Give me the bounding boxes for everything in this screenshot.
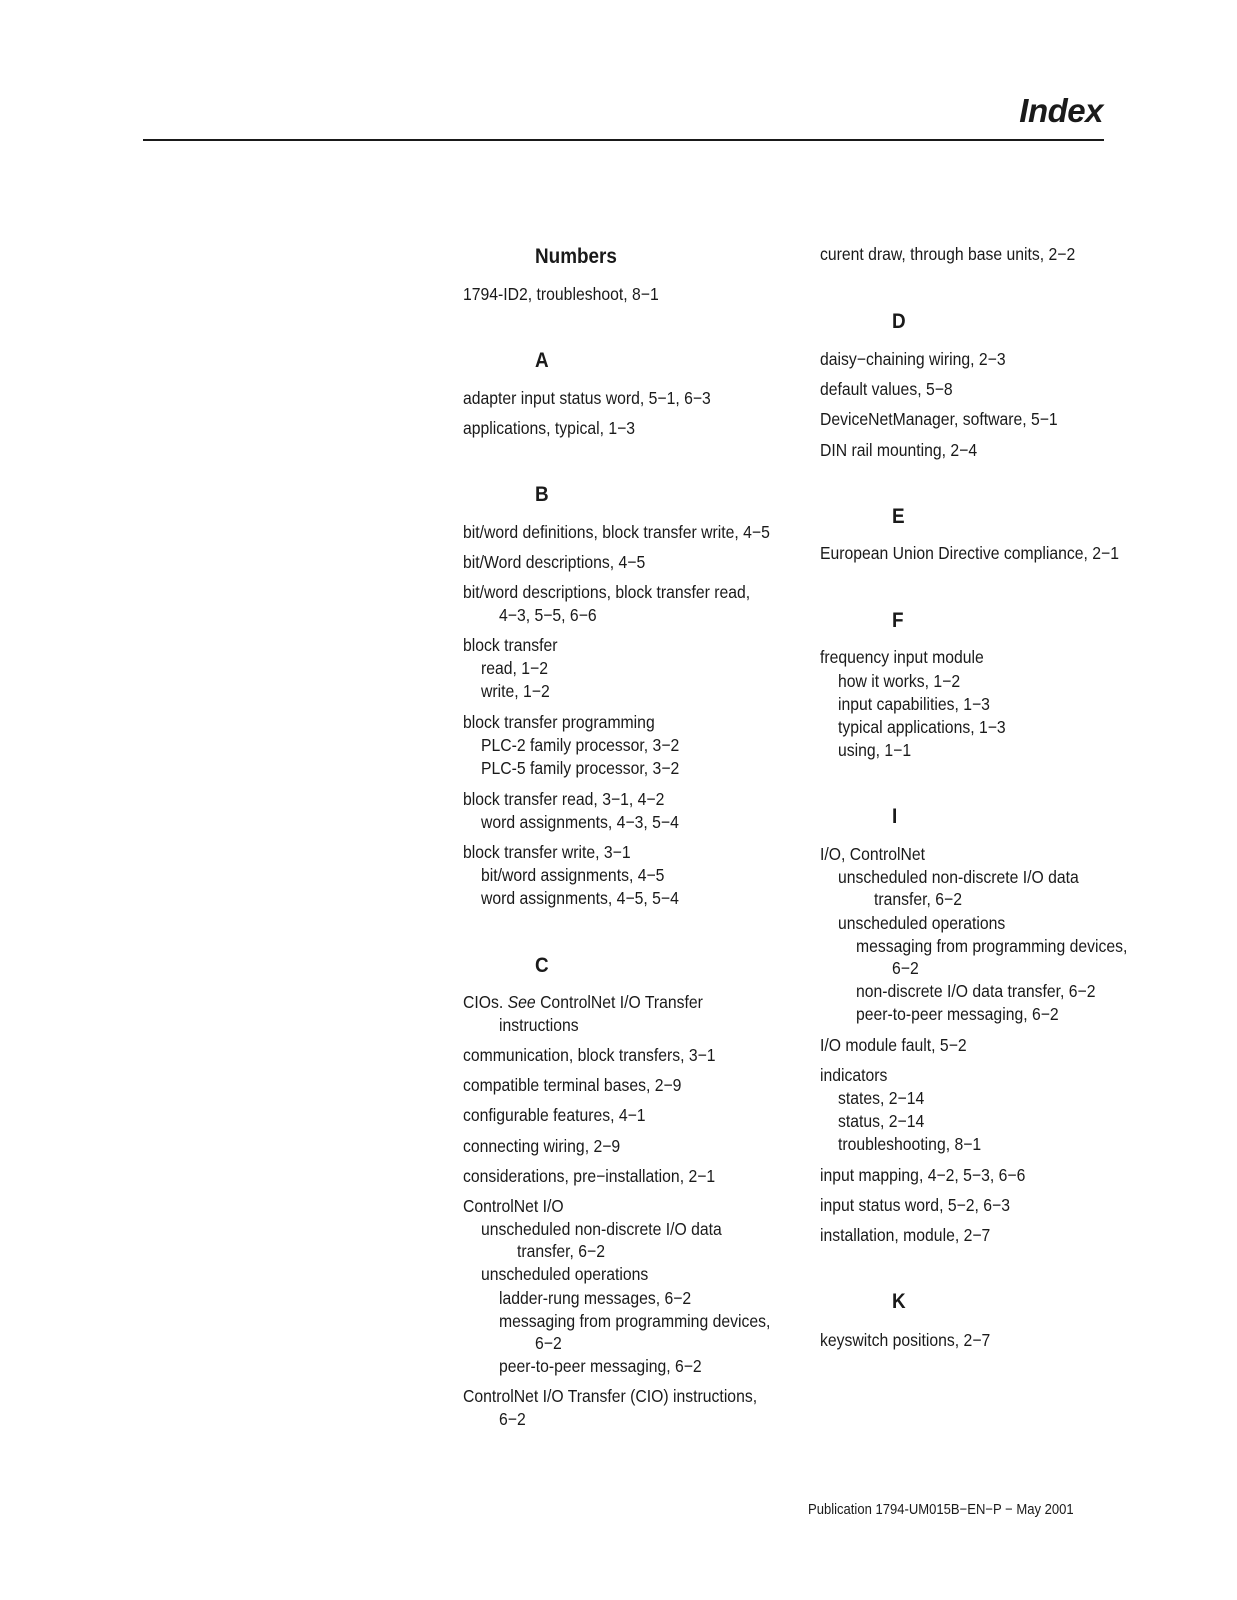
index-entry-continuation: 6−2	[499, 1409, 526, 1429]
index-entry: bit/Word descriptions, 4−5	[463, 552, 646, 572]
publication-footer: Publication 1794-UM015B−EN−P − May 2001	[808, 1502, 1074, 1518]
index-entry: indicators	[820, 1065, 888, 1085]
index-subentry: status, 2−14	[838, 1111, 925, 1131]
index-entry: curent draw, through base units, 2−2	[820, 244, 1076, 264]
index-subentry: PLC-2 family processor, 3−2	[481, 735, 680, 755]
section-heading: B	[535, 483, 549, 506]
see-reference: See	[507, 992, 536, 1012]
index-subentry: word assignments, 4−3, 5−4	[481, 812, 679, 832]
index-entry: keyswitch positions, 2−7	[820, 1330, 991, 1350]
index-entry: block transfer	[463, 635, 558, 655]
index-subentry: states, 2−14	[838, 1088, 925, 1108]
index-entry: ControlNet I/O Transfer (CIO) instructions,	[463, 1386, 758, 1406]
section-heading: I	[892, 805, 898, 828]
index-subentry: using, 1−1	[838, 740, 912, 760]
section-heading: K	[892, 1290, 906, 1313]
index-subsubentry: messaging from programming devices,	[499, 1311, 771, 1331]
entry-term: CIOs.	[463, 992, 504, 1012]
index-entry: bit/word descriptions, block transfer read,	[463, 582, 751, 602]
index-entry: block transfer write, 3−1	[463, 842, 631, 862]
index-entry: European Union Directive compliance, 2−1	[820, 543, 1119, 563]
section-heading: A	[535, 349, 549, 372]
index-entry: configurable features, 4−1	[463, 1105, 646, 1125]
index-subentry: unscheduled operations	[838, 913, 1006, 933]
index-subsubentry: peer-to-peer messaging, 6−2	[499, 1356, 702, 1376]
index-subentry: PLC-5 family processor, 3−2	[481, 758, 680, 778]
index-entry-continuation: 4−3, 5−5, 6−6	[499, 605, 597, 625]
index-entry: default values, 5−8	[820, 379, 953, 399]
section-heading: E	[892, 505, 905, 528]
index-subentry: typical applications, 1−3	[838, 717, 1006, 737]
index-subentry: input capabilities, 1−3	[838, 694, 990, 714]
index-subentry: word assignments, 4−5, 5−4	[481, 888, 679, 908]
index-entry: DIN rail mounting, 2−4	[820, 440, 978, 460]
index-subentry: bit/word assignments, 4−5	[481, 865, 665, 885]
index-entry: bit/word definitions, block transfer write, 4−5	[463, 522, 770, 542]
index-entry: input status word, 5−2, 6−3	[820, 1195, 1011, 1215]
index-entry: considerations, pre−installation, 2−1	[463, 1166, 716, 1186]
section-heading: C	[535, 954, 549, 977]
index-subentry: write, 1−2	[481, 681, 550, 701]
section-heading: F	[892, 609, 904, 632]
index-entry: connecting wiring, 2−9	[463, 1136, 621, 1156]
index-entry: installation, module, 2−7	[820, 1225, 991, 1245]
index-subentry: unscheduled non-discrete I/O data	[838, 867, 1079, 887]
index-entry-continuation: transfer, 6−2	[874, 889, 963, 909]
index-entry-continuation: transfer, 6−2	[517, 1241, 606, 1261]
index-subentry: read, 1−2	[481, 658, 548, 678]
index-entry: DeviceNetManager, software, 5−1	[820, 409, 1058, 429]
index-entry: 1794-ID2, troubleshoot, 8−1	[463, 284, 659, 304]
index-subentry: troubleshooting, 8−1	[838, 1134, 982, 1154]
index-entry-continuation: 6−2	[892, 958, 919, 978]
index-entry: ControlNet I/O	[463, 1196, 564, 1216]
index-entry: input mapping, 4−2, 5−3, 6−6	[820, 1165, 1026, 1185]
index-entry: communication, block transfers, 3−1	[463, 1045, 716, 1065]
index-entry-continuation: instructions	[499, 1015, 579, 1035]
index-subentry: unscheduled operations	[481, 1264, 649, 1284]
index-entry: block transfer programming	[463, 712, 655, 732]
index-entry	[463, 991, 703, 1014]
index-entry: compatible terminal bases, 2−9	[463, 1075, 682, 1095]
index-subentry: unscheduled non-discrete I/O data	[481, 1219, 722, 1239]
section-heading: D	[892, 310, 906, 333]
entry-target: ControlNet I/O Transfer	[540, 992, 703, 1012]
index-entry-continuation: 6−2	[535, 1333, 562, 1353]
index-subentry: how it works, 1−2	[838, 671, 961, 691]
index-subsubentry: ladder-rung messages, 6−2	[499, 1288, 692, 1308]
index-entry: I/O, ControlNet	[820, 844, 926, 864]
section-heading: Numbers	[535, 245, 617, 268]
title-rule	[143, 139, 1104, 141]
page-title: Index	[1019, 92, 1103, 129]
index-entry: daisy−chaining wiring, 2−3	[820, 349, 1006, 369]
index-entry: applications, typical, 1−3	[463, 418, 636, 438]
index-subsubentry: non-discrete I/O data transfer, 6−2	[856, 981, 1096, 1001]
index-entry: I/O module fault, 5−2	[820, 1035, 967, 1055]
index-entry: adapter input status word, 5−1, 6−3	[463, 388, 711, 408]
index-entry: frequency input module	[820, 647, 984, 667]
index-subsubentry: peer-to-peer messaging, 6−2	[856, 1004, 1059, 1024]
index-subsubentry: messaging from programming devices,	[856, 936, 1128, 956]
index-entry: block transfer read, 3−1, 4−2	[463, 789, 665, 809]
